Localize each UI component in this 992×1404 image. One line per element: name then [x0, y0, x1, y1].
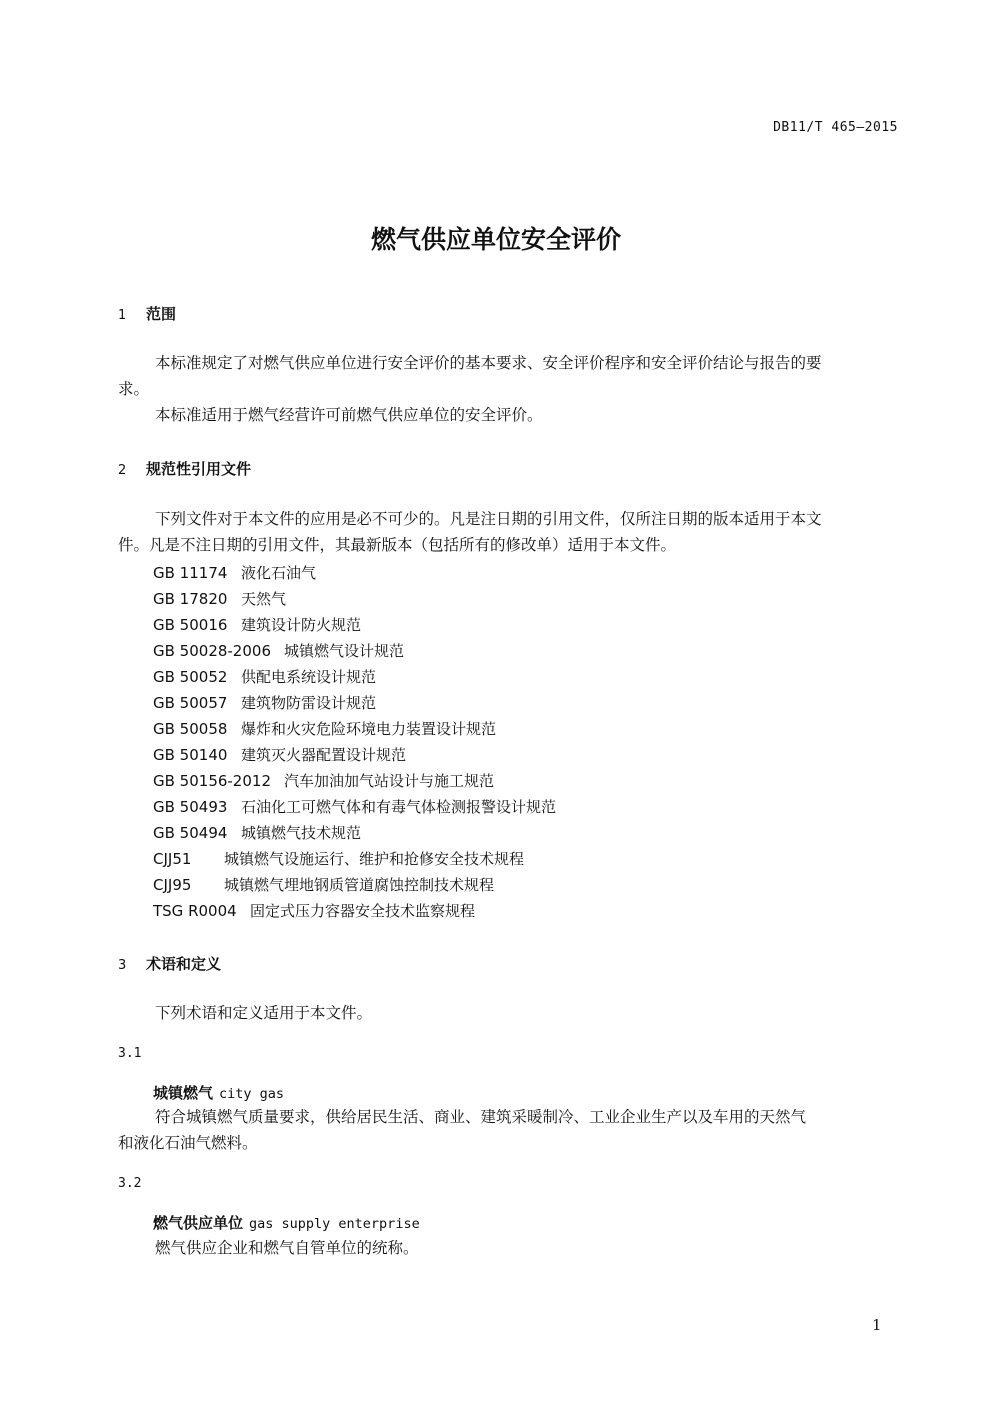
reference-code: CJJ51: [153, 850, 192, 868]
reference-item: [153, 614, 361, 635]
section-1-heading: [118, 303, 176, 324]
clause-number: 3.2: [118, 1176, 142, 1191]
reference-item: [153, 692, 376, 713]
term-heading: [153, 1212, 420, 1233]
reference-code: GB 50156-2012: [153, 772, 271, 790]
reference-item: [153, 588, 286, 609]
reference-code: GB 50057: [153, 694, 228, 712]
term-english: gas supply enterprise: [249, 1216, 420, 1232]
scope-paragraph-2: 本标准适用于燃气经营许可前燃气供应单位的安全评价。: [155, 406, 543, 424]
section-title: 范围: [146, 305, 177, 323]
reference-name: 天然气: [241, 590, 287, 608]
reference-name: 汽车加油加气站设计与施工规范: [284, 772, 495, 790]
section-2-heading: [118, 458, 251, 479]
reference-code: GB 50016: [153, 616, 228, 634]
reference-name: 供配电系统设计规范: [241, 668, 377, 686]
reference-item: [153, 718, 496, 739]
term-heading: [153, 1082, 284, 1103]
reference-name: 液化石油气: [241, 564, 317, 582]
term-chinese: 燃气供应单位: [153, 1214, 244, 1232]
standard-code: DB11/T 465—2015: [773, 120, 898, 135]
reference-item: [153, 848, 524, 869]
reference-item: [153, 822, 361, 843]
reference-item: [153, 666, 376, 687]
reference-name: 城镇燃气设施运行、维护和抢修安全技术规程: [224, 850, 525, 868]
reference-item: [153, 770, 494, 791]
reference-code: GB 50058: [153, 720, 228, 738]
section-title: 规范性引用文件: [146, 460, 252, 478]
reference-item: [153, 562, 316, 583]
section-number: 3: [118, 958, 127, 973]
term-definition-line-1: 燃气供应企业和燃气自管单位的统称。: [155, 1239, 419, 1257]
reference-code: GB 50493: [153, 798, 228, 816]
reference-code: GB 50028-2006: [153, 642, 271, 660]
scope-paragraph-1-line-1: 本标准规定了对燃气供应单位进行安全评价的基本要求、安全评价程序和安全评价结论与报告的要: [155, 354, 822, 372]
section-number: 1: [118, 308, 127, 323]
reference-name: 爆炸和火灾危险环境电力装置设计规范: [241, 720, 497, 738]
reference-item: [153, 796, 556, 817]
reference-item: [153, 900, 475, 921]
scope-paragraph-1-line-2: 求。: [118, 380, 150, 398]
page-number: 1: [872, 1316, 882, 1334]
term-chinese: 城镇燃气: [153, 1084, 214, 1102]
section-title: 术语和定义: [146, 955, 222, 973]
reference-code: GB 50494: [153, 824, 228, 842]
term-definition-line-1: 符合城镇燃气质量要求，供给居民生活、商业、建筑采暖制冷、工业企业生产以及车用的天然气: [155, 1108, 807, 1126]
term-definition-line-2: 和液化石油气燃料。: [118, 1134, 258, 1152]
document-title: 燃气供应单位安全评价: [370, 225, 621, 254]
refs-intro-line-2: 件。凡是不注日期的引用文件，其最新版本（包括所有的修改单）适用于本文件。: [118, 536, 677, 554]
reference-code: GB 50140: [153, 746, 228, 764]
reference-item: [153, 640, 404, 661]
reference-name: 石油化工可燃气体和有毒气体检测报警设计规范: [241, 798, 557, 816]
reference-item: [153, 744, 406, 765]
reference-code: GB 11174: [153, 564, 228, 582]
reference-item: [153, 874, 494, 895]
reference-code: GB 17820: [153, 590, 228, 608]
reference-name: 城镇燃气技术规范: [241, 824, 362, 842]
reference-code: GB 50052: [153, 668, 228, 686]
refs-intro-line-1: 下列文件对于本文件的应用是必不可少的。凡是注日期的引用文件，仅所注日期的版本适用于本文: [155, 510, 822, 528]
section-number: 2: [118, 463, 127, 478]
reference-name: 固定式压力容器安全技术监察规程: [250, 902, 476, 920]
term-english: city gas: [219, 1086, 285, 1102]
reference-name: 建筑设计防火规范: [241, 616, 362, 634]
terms-intro: 下列术语和定义适用于本文件。: [155, 1004, 373, 1022]
reference-name: 城镇燃气埋地钢质管道腐蚀控制技术规程: [224, 876, 495, 894]
reference-name: 建筑物防雷设计规范: [241, 694, 377, 712]
reference-name: 城镇燃气设计规范: [284, 642, 405, 660]
reference-code: CJJ95: [153, 876, 192, 894]
section-3-heading: [118, 953, 221, 974]
reference-code: TSG R0004: [153, 902, 237, 920]
reference-name: 建筑灭火器配置设计规范: [241, 746, 407, 764]
clause-number: 3.1: [118, 1046, 142, 1061]
